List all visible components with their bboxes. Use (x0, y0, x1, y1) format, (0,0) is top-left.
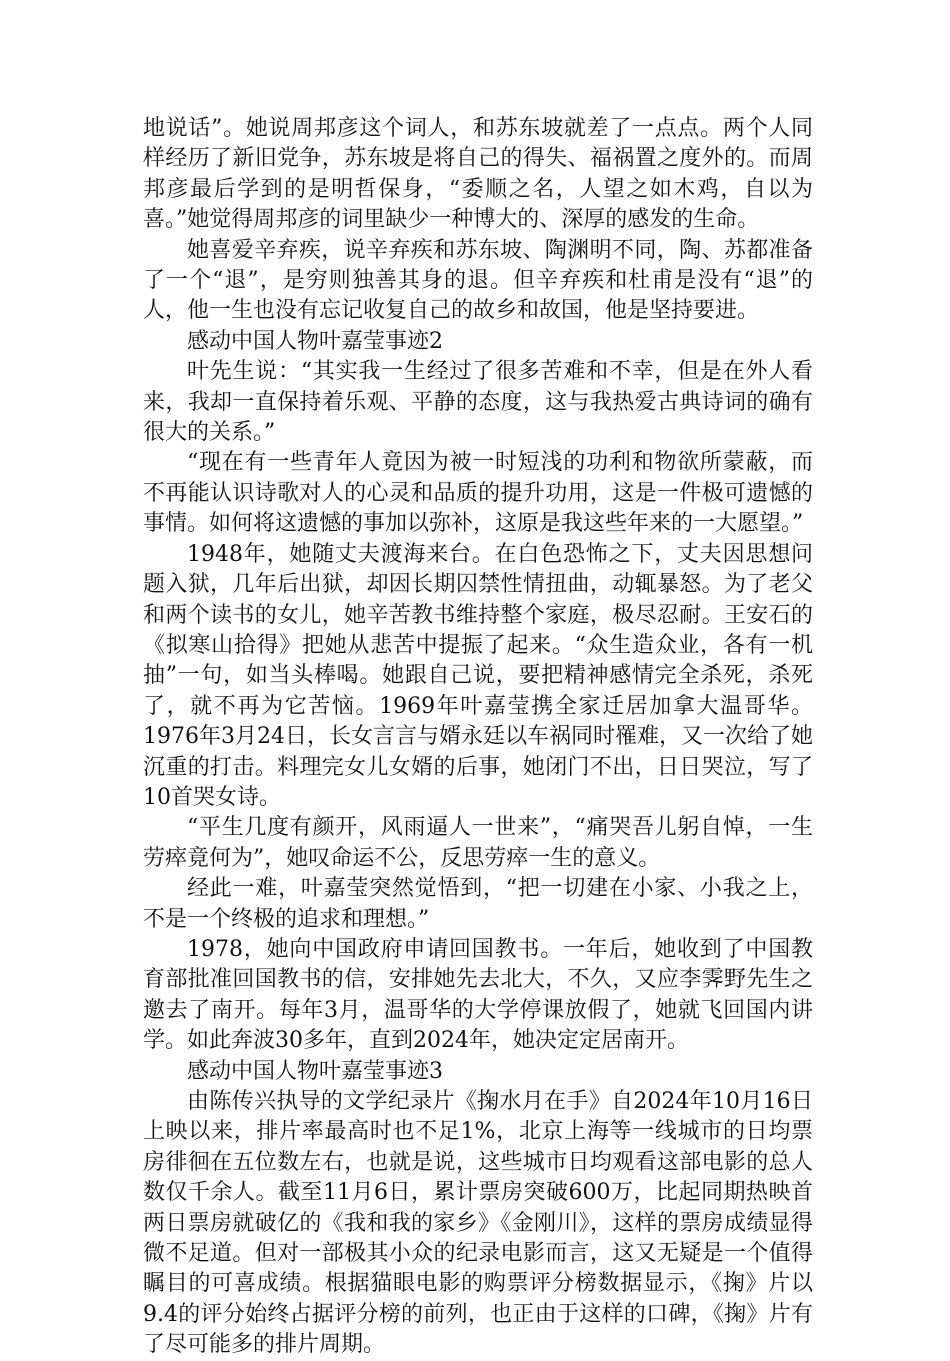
section-heading: 感动中国人物叶嘉莹事迹2 (187, 328, 443, 354)
paragraph: 她喜爱辛弃疾，说辛弃疾和苏东坡、陶渊明不同，陶、苏都准备了一个“退”，是穷则独善其身的退。但辛弃疾和杜甫是没有“退”的人，他一生也没有忘记收复自己的故乡和故国，他是坚持要进。 (143, 237, 813, 324)
paragraph: 地说话”。她说周邦彦这个词人，和苏东坡就差了一点点。两个人同样经历了新旧党争，苏东坡是将自己的得失、福祸置之度外的。而周邦彦最后学到的是明哲保身，“委顺之名，人望之如木鸡，自以为喜。”她觉得周邦彦的词里缺少一种博大的、深厚的感发的生命。 (143, 116, 813, 233)
paragraph: “平生几度有颜开，风雨逼人一世来”，“痛哭吾儿躬自悼，一生劳瘁竟何为”，她叹命运不公，反思劳瘁一生的意义。 (143, 815, 813, 871)
paragraph: 由陈传兴执导的文学纪录片《掬水月在手》自2024年10月16日上映以来，排片率最高时也不足1%，北京上海等一线城市的日均票房徘徊在五位数左右，也就是说，这些城市日均观看这部电影的总人数仅千余人。截至11月6日，累计票房突破600万，比起同期热映首两日票房就破亿的《我和我的家乡》《金刚川》，这样的票房成绩显得微不足道。但对一部极其小众的纪录电影而言，这又无疑是一个值得瞩目的可喜成绩。根据猫眼电影的购票评分榜数据显示，《掬》片以9.4的评分始终占据评分榜的前列，也正由于这样的口碑，《掬》片有了尽可能多的排片周期。 (143, 1089, 813, 1358)
paragraph: 叶先生说：“其实我一生经过了很多苦难和不幸，但是在外人看来，我却一直保持着乐观、平静的态度，这与我热爱古典诗词的确有很大的关系。” (143, 359, 813, 446)
section-heading: 感动中国人物叶嘉莹事迹3 (187, 1058, 443, 1084)
paragraph: “现在有一些青年人竟因为被一时短浅的功利和物欲所蒙蔽，而不再能认识诗歌对人的心灵和品质的提升功用，这是一件极可遗憾的事情。如何将这遗憾的事加以弥补，这原是我这些年来的一大愿望。” (143, 450, 813, 537)
document-page (143, 114, 813, 1361)
paragraph: 1948年，她随丈夫渡海来台。在白色恐怖之下，丈夫因思想问题入狱，几年后出狱，却因长期囚禁性情扭曲，动辄暴怒。为了老父和两个读书的女儿，她辛苦教书维持整个家庭，极尽忍耐。王安石的《拟寒山拾得》把她从悲苦中提振了起来。“众生造众业，各有一机抽”一句，如当头棒喝。她跟自己说，要把精神感情完全杀死，杀死了，就不再为它苦恼。1969年叶嘉莹携全家迁居加拿大温哥华。1976年3月24日，长女言言与婿永廷以车祸同时罹难，又一次给了她沉重的打击。料理完女儿女婿的后事，她闭门不出，日日哭泣，写了10首哭女诗。 (143, 541, 813, 810)
paragraph: 1978，她向中国政府申请回国教书。一年后，她收到了中国教育部批准回国教书的信，安排她先去北大，不久，又应李霁野先生之邀去了南开。每年3月，温哥华的大学停课放假了，她就飞回国内讲学。如此奔波30多年，直到2024年，她决定定居南开。 (143, 936, 813, 1054)
paragraph: 经此一难，叶嘉莹突然觉悟到，“把一切建在小家、小我之上，不是一个终极的追求和理想。” (143, 876, 813, 932)
